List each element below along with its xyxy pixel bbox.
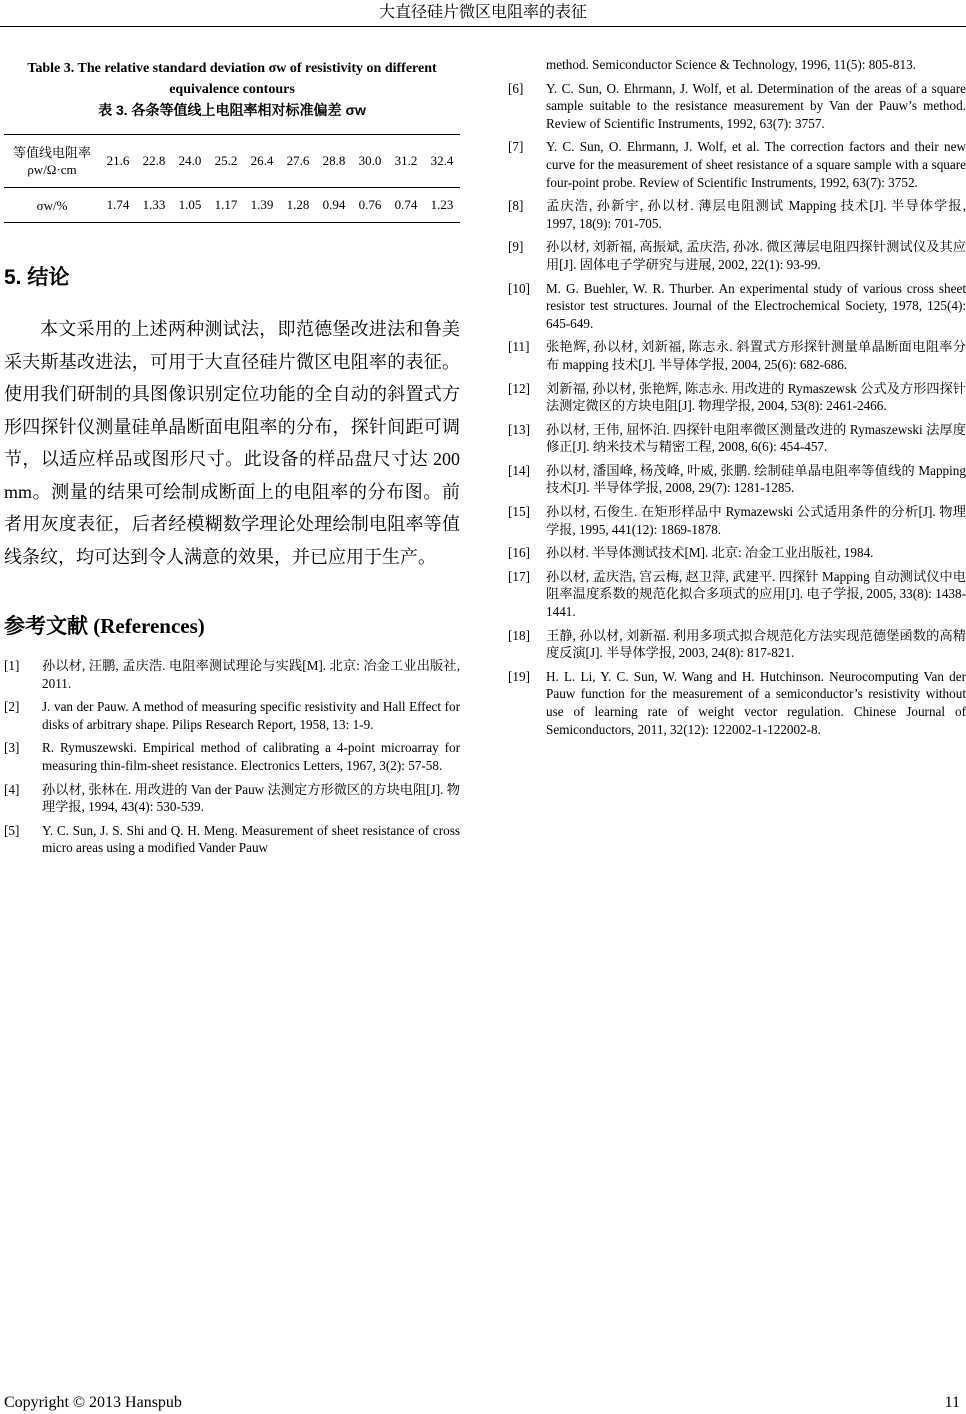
- reference-text: 孙以材, 王伟, 屈怀泊. 四探针电阻率微区测量改进的 Rymaszewski 法厚度修正[J]. 纳米技术与精密工程, 2008, 6(6): 454-457.: [546, 421, 966, 455]
- row-header-resistivity: 等值线电阻率 ρw/Ω·cm: [4, 135, 100, 188]
- table-cell: 1.17: [208, 188, 244, 223]
- table-cell: 30.0: [352, 135, 388, 188]
- reference-number: [15]: [508, 504, 530, 520]
- reference-text: H. L. Li, Y. C. Sun, W. Wang and H. Hutchinson. Neurocomputing Van der Pauw function for the measurement of a semiconductor’s resistivity without use of learning rate of weight vector regulation. Chinese Journal of Semiconductors, 2011, 32(12): 122002-1-122002-8.: [546, 668, 966, 737]
- table-cell: 28.8: [316, 135, 352, 188]
- table-cell: 31.2: [388, 135, 424, 188]
- table-cell: 1.05: [172, 188, 208, 223]
- reference-item: [4, 657, 460, 692]
- reference-item: [508, 380, 966, 415]
- table-row: [4, 135, 460, 188]
- reference-number: [3]: [4, 740, 20, 756]
- table-cell: 0.76: [352, 188, 388, 223]
- reference-text: 孙以材, 孟庆浩, 宫云梅, 赵卫萍, 武建平. 四探针 Mapping 自动测试仪中电阻率温度系数的规范化拟合多项式的应用[J]. 电子学报, 2005, 33(8): 1438-1441.: [546, 568, 966, 620]
- left-column: [4, 58, 460, 863]
- table-cell: 1.33: [136, 188, 172, 223]
- reference-number: [9]: [508, 239, 524, 255]
- table-row: [4, 188, 460, 223]
- reference-item: [508, 338, 966, 373]
- reference-number: [16]: [508, 545, 530, 561]
- reference-number: [10]: [508, 280, 530, 296]
- table-cell: 24.0: [172, 135, 208, 188]
- reference-text: Y. C. Sun, O. Ehrmann, J. Wolf, et al. The correction factors and their new curve for the measurement of sheet resistance of a square sample with a square four-point probe. Review of Scientific Instruments, 1992, 63(7): 3752.: [546, 139, 966, 190]
- reference-number: [12]: [508, 380, 530, 396]
- reference-item: [4, 781, 460, 816]
- reference-text: 孙以材, 汪鹏, 孟庆浩. 电阻率测试理论与实践[M]. 北京: 冶金工业出版社, 2011.: [42, 658, 460, 691]
- reference-number: [2]: [4, 699, 20, 715]
- reference-number: [19]: [508, 668, 530, 684]
- reference-item: [508, 544, 966, 562]
- reference-continuation: [508, 56, 966, 74]
- reference-number: [14]: [508, 462, 530, 478]
- reference-item: [508, 421, 966, 456]
- reference-text: 孙以材, 张林在. 用改进的 Van der Pauw 法测定方形微区的方块电阻[J]. 物理学报, 1994, 43(4): 530-539.: [42, 781, 460, 815]
- reference-text: 孟庆浩, 孙新宇, 孙以材. 薄层电阻测试 Mapping 技术[J]. 半导体学报, 1997, 18(9): 701-705.: [546, 198, 966, 231]
- references-list-right: [508, 80, 966, 739]
- reference-text: 孙以材, 刘新福, 高振斌, 孟庆浩, 孙冰. 微区薄层电阻四探针测试仪及其应用[J]. 固体电子学研究与进展, 2002, 22(1): 93-99.: [546, 239, 966, 272]
- reference-number: [1]: [4, 658, 20, 673]
- reference-item: [508, 462, 966, 497]
- table-cell: 1.23: [424, 188, 460, 223]
- table-cell: 21.6: [100, 135, 136, 188]
- reference-item: [508, 197, 966, 232]
- references-list-left: [4, 657, 460, 857]
- table-caption-en: Table 3. The relative standard deviation σw of resistivity on different equivalence contours: [27, 61, 437, 97]
- resistivity-deviation-table: [4, 134, 460, 223]
- reference-text: R. Rymuszewski. Empirical method of calibrating a 4-point microarray for measuring thin-film-sheet resistance. Electronics Letters, 1967, 3(2): 57-58.: [42, 740, 460, 773]
- page-number: 11: [944, 1394, 960, 1411]
- reference-item: [508, 503, 966, 538]
- table-cell: 1.28: [280, 188, 316, 223]
- section-title: 5. 结论: [4, 266, 70, 289]
- reference-number: [4]: [4, 781, 20, 797]
- table-cell: 32.4: [424, 135, 460, 188]
- row-header-sigma: σw/%: [4, 188, 100, 223]
- reference-item: [508, 138, 966, 191]
- conclusion-paragraph: 本文采用的上述两种测试法，即范德堡改进法和鲁美采夫斯基改进法，可用于大直径硅片微区电阻率的表征。使用我们研制的具图像识别定位功能的全自动的斜置式方形四探针仪测量硅单晶断面电阻率的分布，探针间距可调节，以适应样品或图形尺寸。此设备的样品盘尺寸达 200 mm。测量的结果可绘制成断面上的电阻率的分布图。前者用灰度表征，后者经模糊数学理论处理绘制电阻率等值线条纹，均可达到令人满意的效果，并已应用于生产。: [4, 319, 460, 567]
- header-rule: [0, 26, 966, 27]
- reference-number: [13]: [508, 421, 530, 437]
- reference-item: [508, 280, 966, 333]
- reference-number: [17]: [508, 568, 530, 584]
- table-cell: 22.8: [136, 135, 172, 188]
- reference-item: [4, 822, 460, 857]
- reference-item: [508, 627, 966, 662]
- reference-item: [4, 698, 460, 733]
- reference-number: [5]: [4, 822, 20, 838]
- reference-number: [11]: [508, 339, 530, 355]
- table-cell: 0.94: [316, 188, 352, 223]
- reference-item: [508, 238, 966, 273]
- reference-item: [508, 668, 966, 738]
- reference-item: [508, 80, 966, 133]
- reference-text: 孙以材. 半导体测试技术[M]. 北京: 冶金工业出版社, 1984.: [546, 545, 874, 561]
- reference-number: [6]: [508, 80, 524, 96]
- reference-text: 孙以材, 石俊生. 在矩形样品中 Rymazewski 公式适用条件的分析[J]. 物理学报, 1995, 441(12): 1869-1878.: [546, 504, 966, 537]
- reference-number: [18]: [508, 627, 530, 643]
- reference-number: [8]: [508, 198, 524, 214]
- reference-text: 王静, 孙以材, 刘新福. 利用多项式拟合规范化方法实现范德堡函数的高精度反演[J]. 半导体学报, 2003, 24(8): 817-821.: [546, 627, 966, 661]
- reference-text: method. Semiconductor Science & Technology, 1996, 11(5): 805-813.: [546, 57, 916, 72]
- right-column: [508, 56, 966, 744]
- footer-copyright: Copyright © 2013 Hanspub: [4, 1394, 182, 1411]
- table-cell: 27.6: [280, 135, 316, 188]
- reference-number: [7]: [508, 139, 524, 155]
- reference-text: 刘新福, 孙以材, 张艳辉, 陈志永. 用改进的 Rymaszewsk 公式及方形四探针法测定微区的方块电阻[J]. 物理学报, 2004, 53(8): 2461-2466.: [546, 380, 966, 414]
- table-caption-zh: 表 3. 各条等值线上电阻率相对标准偏差 σw: [98, 102, 366, 118]
- reference-text: M. G. Buehler, W. R. Thurber. An experimental study of various cross sheet resistor test structures. Journal of the Electrochemical Society, 1978, 125(4): 645-649.: [546, 280, 966, 331]
- table-cell: 26.4: [244, 135, 280, 188]
- table-cell: 0.74: [388, 188, 424, 223]
- references-title: 参考文献 (References): [4, 614, 205, 638]
- reference-item: [508, 568, 966, 621]
- reference-text: 张艳辉, 孙以材, 刘新福, 陈志永. 斜置式方形探针测量单晶断面电阻率分布 mapping 技术[J]. 半导体学报, 2004, 25(6): 682-686.: [546, 339, 966, 372]
- table-cell: 1.39: [244, 188, 280, 223]
- running-head: 大直径硅片微区电阻率的表征: [378, 4, 587, 21]
- table-cell: 25.2: [208, 135, 244, 188]
- reference-text: Y. C. Sun, J. S. Shi and Q. H. Meng. Measurement of sheet resistance of cross micro areas using a modified Vander Pauw: [42, 822, 460, 856]
- reference-text: J. van der Pauw. A method of measuring specific resistivity and Hall Effect for disks of arbitrary shape. Pilips Research Report, 1958, 13: 1-9.: [42, 699, 460, 732]
- reference-text: 孙以材, 潘国峰, 杨茂峰, 叶威, 张鹏. 绘制硅单晶电阻率等值线的 Mapping 技术[J]. 半导体学报, 2008, 29(7): 1281-1285.: [546, 462, 966, 496]
- reference-text: Y. C. Sun, O. Ehrmann, J. Wolf, et al. Determination of the areas of a square sample suitable to the resistance measurement by Van der Pauw’s method. Review of Scientific Instruments, 1992, 63(7): 3757.: [546, 80, 966, 131]
- reference-item: [4, 739, 460, 774]
- table-cell: 1.74: [100, 188, 136, 223]
